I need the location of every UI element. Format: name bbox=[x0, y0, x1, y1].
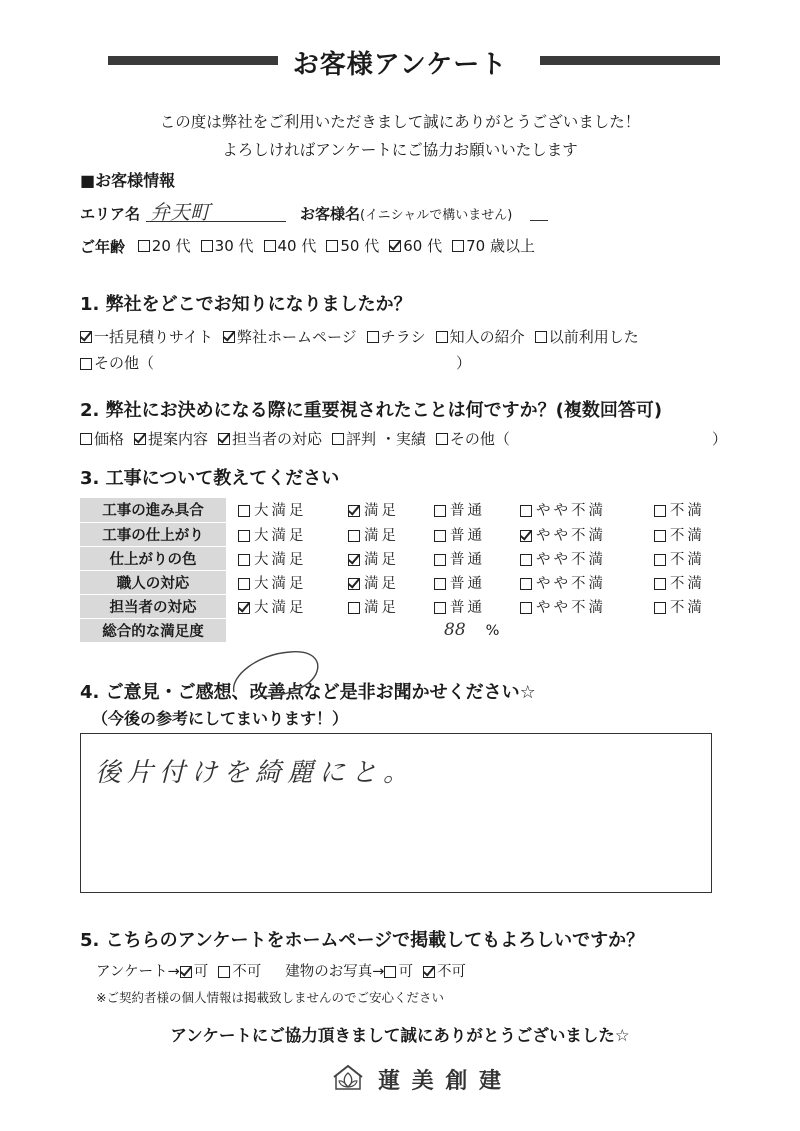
satisfaction-level-label: 大満足 bbox=[254, 599, 307, 616]
satisfaction-level-label: やや不満 bbox=[536, 527, 607, 544]
q2-option-label: その他（ bbox=[449, 430, 510, 448]
q1-option[interactable] bbox=[535, 326, 639, 347]
q2-question: 2. 弊社にお決めになる際に重要視されたことは何ですか？(複数回答可) bbox=[80, 400, 663, 421]
survey-yes-checkbox[interactable] bbox=[180, 966, 192, 978]
q5-question: 5. こちらのアンケートをホームページで掲載してもよろしいですか？ bbox=[80, 930, 645, 951]
name-field[interactable] bbox=[530, 220, 548, 221]
satisfaction-option[interactable] bbox=[508, 522, 642, 546]
improvement-circle-mark bbox=[228, 646, 324, 704]
satisfaction-row bbox=[80, 570, 728, 594]
intro-line-1: この度は弊社をご利用いただきまして誠にありがとうございました！ bbox=[159, 113, 641, 131]
q5-answer-row bbox=[96, 960, 466, 981]
satisfaction-level-label: 大満足 bbox=[254, 575, 307, 592]
area-label: エリア名 bbox=[80, 205, 141, 223]
photo-yes-label: 可 bbox=[398, 964, 413, 980]
privacy-note: ※ご契約者様の個人情報は掲載致しませんのでご安心ください bbox=[96, 990, 444, 1005]
q2-option-label: 担当者の対応 bbox=[232, 430, 323, 448]
satisfaction-option[interactable] bbox=[508, 570, 642, 594]
survey-yes-label: 可 bbox=[193, 964, 209, 980]
q2-option-label: 提案内容 bbox=[148, 430, 209, 448]
q1-option[interactable] bbox=[436, 326, 525, 347]
satisfaction-option[interactable] bbox=[226, 570, 336, 594]
q1-option[interactable] bbox=[80, 326, 213, 347]
q1-option-label: 知人の紹介 bbox=[449, 328, 525, 346]
total-satisfaction-unit: % bbox=[485, 623, 500, 640]
customer-section-label: ■お客様情報 bbox=[80, 171, 176, 190]
satisfaction-checkbox[interactable] bbox=[238, 578, 250, 590]
satisfaction-option[interactable] bbox=[422, 522, 508, 546]
q2-checkbox[interactable] bbox=[332, 433, 344, 445]
satisfaction-row-label: 担当者の対応 bbox=[80, 594, 226, 618]
satisfaction-level-label: 満足 bbox=[363, 503, 399, 520]
satisfaction-level-label: 不満 bbox=[669, 503, 705, 520]
q2-options bbox=[80, 428, 520, 449]
q2-checkbox[interactable] bbox=[80, 433, 92, 445]
age-option-label: 60 代 bbox=[403, 237, 443, 255]
total-satisfaction-label: 総合的な満足度 bbox=[80, 618, 226, 642]
age-option-label: 20 代 bbox=[151, 237, 191, 255]
satisfaction-option[interactable] bbox=[336, 594, 422, 618]
satisfaction-level-label: 満足 bbox=[363, 551, 399, 568]
age-option-label: 30 代 bbox=[214, 237, 254, 255]
name-note: (イニシャルで構いません) bbox=[360, 208, 513, 223]
satisfaction-level-label: やや不満 bbox=[536, 575, 607, 592]
satisfaction-checkbox[interactable] bbox=[238, 530, 250, 542]
satisfaction-row bbox=[80, 522, 728, 546]
q1-options bbox=[80, 326, 649, 347]
satisfaction-row-label: 工事の仕上がり bbox=[80, 522, 226, 546]
satisfaction-checkbox[interactable] bbox=[348, 602, 360, 614]
name-field-label bbox=[300, 203, 512, 224]
age-checkbox[interactable] bbox=[326, 240, 338, 252]
age-label: ご年齢 bbox=[80, 237, 126, 256]
name-label: お客様名 bbox=[300, 205, 361, 223]
age-options bbox=[138, 238, 545, 256]
q1-option-label: チラシ bbox=[380, 328, 426, 346]
company-name: 蓮 美 創 建 bbox=[378, 1069, 503, 1094]
satisfaction-checkbox[interactable] bbox=[654, 554, 666, 566]
age-option[interactable] bbox=[138, 235, 191, 256]
satisfaction-row bbox=[80, 594, 728, 618]
satisfaction-option[interactable] bbox=[508, 594, 642, 618]
satisfaction-option[interactable] bbox=[642, 522, 728, 546]
satisfaction-level-label: 満足 bbox=[363, 527, 399, 544]
q1-option[interactable] bbox=[367, 326, 426, 347]
q2-checkbox[interactable] bbox=[436, 433, 448, 445]
q2-option-label: 価格 bbox=[94, 430, 125, 448]
age-option[interactable] bbox=[264, 235, 317, 256]
satisfaction-checkbox[interactable] bbox=[348, 554, 360, 566]
satisfaction-checkbox[interactable] bbox=[238, 554, 250, 566]
q1-other-close: ） bbox=[456, 354, 472, 372]
satisfaction-checkbox[interactable] bbox=[434, 578, 446, 590]
satisfaction-checkbox[interactable] bbox=[654, 602, 666, 614]
satisfaction-table bbox=[80, 498, 728, 642]
satisfaction-level-label: 普通 bbox=[450, 503, 485, 520]
age-option[interactable] bbox=[389, 235, 442, 256]
satisfaction-checkbox[interactable] bbox=[520, 554, 532, 566]
satisfaction-level-label: 満足 bbox=[363, 599, 399, 616]
satisfaction-checkbox[interactable] bbox=[654, 505, 666, 517]
satisfaction-level-label: 不満 bbox=[669, 527, 705, 544]
q1-question: 1. 弊社をどこでお知りになりましたか？ bbox=[80, 294, 412, 315]
q2-checkbox[interactable] bbox=[134, 433, 146, 445]
comment-box[interactable] bbox=[80, 733, 712, 893]
total-satisfaction-row bbox=[80, 618, 728, 642]
satisfaction-level-label: 普通 bbox=[450, 599, 485, 616]
satisfaction-row bbox=[80, 546, 728, 570]
satisfaction-level-label: 不満 bbox=[669, 575, 705, 592]
satisfaction-level-label: やや不満 bbox=[536, 599, 607, 616]
satisfaction-checkbox[interactable] bbox=[348, 505, 360, 517]
satisfaction-level-label: 普通 bbox=[450, 575, 485, 592]
satisfaction-option[interactable] bbox=[336, 570, 422, 594]
satisfaction-option[interactable] bbox=[422, 546, 508, 570]
total-satisfaction-value: 88 bbox=[444, 620, 466, 641]
intro-line-2: よろしければアンケートにご協力お願いいたします bbox=[222, 141, 578, 159]
page-title: お客様アンケート bbox=[292, 50, 508, 80]
satisfaction-row bbox=[80, 498, 728, 522]
satisfaction-option[interactable] bbox=[642, 594, 728, 618]
satisfaction-option[interactable] bbox=[226, 522, 336, 546]
q4-subtitle: （今後の参考にしてまいります！） bbox=[92, 709, 349, 728]
satisfaction-checkbox[interactable] bbox=[434, 505, 446, 517]
satisfaction-option[interactable] bbox=[226, 594, 336, 618]
satisfaction-checkbox[interactable] bbox=[520, 505, 532, 517]
q2-option[interactable] bbox=[332, 428, 426, 449]
q2-option[interactable] bbox=[218, 428, 322, 449]
satisfaction-checkbox[interactable] bbox=[520, 602, 532, 614]
area-field[interactable] bbox=[146, 196, 286, 222]
survey-no-label: 不可 bbox=[232, 964, 262, 980]
satisfaction-checkbox[interactable] bbox=[520, 578, 532, 590]
age-option-label: 70 歳以上 bbox=[466, 237, 535, 255]
age-option[interactable] bbox=[201, 235, 254, 256]
satisfaction-level-label: 普通 bbox=[450, 551, 485, 568]
q1-checkbox[interactable] bbox=[535, 331, 547, 343]
q2-option[interactable] bbox=[134, 428, 208, 449]
q2-option[interactable] bbox=[80, 428, 124, 449]
q2-option-label: 評判 ・実績 bbox=[346, 430, 426, 448]
q1-option-label: 以前利用した bbox=[548, 328, 639, 346]
satisfaction-checkbox[interactable] bbox=[434, 530, 446, 542]
age-row bbox=[80, 235, 545, 257]
lotus-house-logo-icon bbox=[330, 1063, 366, 1091]
age-option-label: 50 代 bbox=[340, 237, 380, 255]
footer-thanks: アンケートにご協力頂きまして誠にありがとうございました☆ bbox=[170, 1026, 630, 1045]
q1-option-label: 弊社ホームページ bbox=[236, 328, 357, 346]
age-checkbox[interactable] bbox=[264, 240, 276, 252]
satisfaction-row-label: 工事の進み具合 bbox=[80, 498, 226, 522]
q4-question: 4. ご意見・ご感想、改善点など是非お聞かせください☆ bbox=[80, 682, 536, 703]
q1-option-label: 一括見積りサイト bbox=[94, 328, 213, 346]
q1-other-row bbox=[80, 352, 154, 373]
satisfaction-checkbox[interactable] bbox=[654, 530, 666, 542]
age-checkbox[interactable] bbox=[452, 240, 464, 252]
age-checkbox[interactable] bbox=[389, 240, 401, 252]
q1-checkbox[interactable] bbox=[436, 331, 448, 343]
satisfaction-option[interactable] bbox=[642, 498, 728, 522]
satisfaction-option[interactable] bbox=[422, 498, 508, 522]
satisfaction-checkbox[interactable] bbox=[348, 530, 360, 542]
satisfaction-checkbox[interactable] bbox=[238, 505, 250, 517]
q2-option[interactable] bbox=[436, 428, 510, 449]
satisfaction-level-label: 不満 bbox=[669, 599, 705, 616]
satisfaction-level-label: 満足 bbox=[363, 575, 399, 592]
satisfaction-option[interactable] bbox=[508, 498, 642, 522]
age-checkbox[interactable] bbox=[138, 240, 150, 252]
satisfaction-option[interactable] bbox=[336, 498, 422, 522]
satisfaction-level-label: やや不満 bbox=[536, 503, 607, 520]
satisfaction-option[interactable] bbox=[336, 522, 422, 546]
satisfaction-checkbox[interactable] bbox=[238, 602, 250, 614]
survey-label: アンケート→ bbox=[96, 964, 180, 980]
photo-no-checkbox[interactable] bbox=[423, 966, 435, 978]
satisfaction-option[interactable] bbox=[336, 546, 422, 570]
q1-option[interactable] bbox=[223, 326, 357, 347]
total-satisfaction-field[interactable] bbox=[226, 618, 728, 642]
q1-checkbox[interactable] bbox=[367, 331, 379, 343]
satisfaction-checkbox[interactable] bbox=[434, 602, 446, 614]
satisfaction-option[interactable] bbox=[508, 546, 642, 570]
satisfaction-level-label: 大満足 bbox=[254, 551, 307, 568]
satisfaction-checkbox[interactable] bbox=[520, 530, 532, 542]
satisfaction-checkbox[interactable] bbox=[654, 578, 666, 590]
age-option[interactable] bbox=[452, 235, 535, 256]
survey-no-checkbox[interactable] bbox=[218, 966, 230, 978]
q1-checkbox[interactable] bbox=[223, 331, 235, 343]
satisfaction-level-label: やや不満 bbox=[536, 551, 607, 568]
photo-no-label: 不可 bbox=[436, 964, 466, 980]
area-value: 弁天町 bbox=[150, 200, 210, 224]
age-checkbox[interactable] bbox=[201, 240, 213, 252]
q1-other-label: その他（ bbox=[94, 354, 155, 372]
satisfaction-option[interactable] bbox=[422, 570, 508, 594]
satisfaction-option[interactable] bbox=[422, 594, 508, 618]
satisfaction-row-label: 仕上がりの色 bbox=[80, 546, 226, 570]
comment-text: 後片付けを綺麗にと。 bbox=[95, 758, 416, 788]
q1-checkbox[interactable] bbox=[80, 331, 92, 343]
satisfaction-option[interactable] bbox=[642, 570, 728, 594]
satisfaction-option[interactable] bbox=[226, 546, 336, 570]
satisfaction-row-label: 職人の対応 bbox=[80, 570, 226, 594]
satisfaction-level-label: 大満足 bbox=[254, 503, 307, 520]
q3-question: 3. 工事について教えてください bbox=[80, 468, 340, 489]
q1-other-checkbox[interactable] bbox=[80, 358, 92, 370]
satisfaction-level-label: 不満 bbox=[669, 551, 705, 568]
age-option-label: 40 代 bbox=[277, 237, 317, 255]
photo-yes-checkbox[interactable] bbox=[384, 966, 396, 978]
photo-label: 建物のお写真→ bbox=[285, 964, 385, 980]
satisfaction-option[interactable] bbox=[226, 498, 336, 522]
satisfaction-checkbox[interactable] bbox=[434, 554, 446, 566]
age-option[interactable] bbox=[326, 235, 379, 256]
satisfaction-option[interactable] bbox=[642, 546, 728, 570]
satisfaction-checkbox[interactable] bbox=[348, 578, 360, 590]
q2-other-close: ） bbox=[712, 430, 728, 448]
satisfaction-level-label: 普通 bbox=[450, 527, 485, 544]
satisfaction-level-label: 大満足 bbox=[254, 527, 307, 544]
q2-checkbox[interactable] bbox=[218, 433, 230, 445]
